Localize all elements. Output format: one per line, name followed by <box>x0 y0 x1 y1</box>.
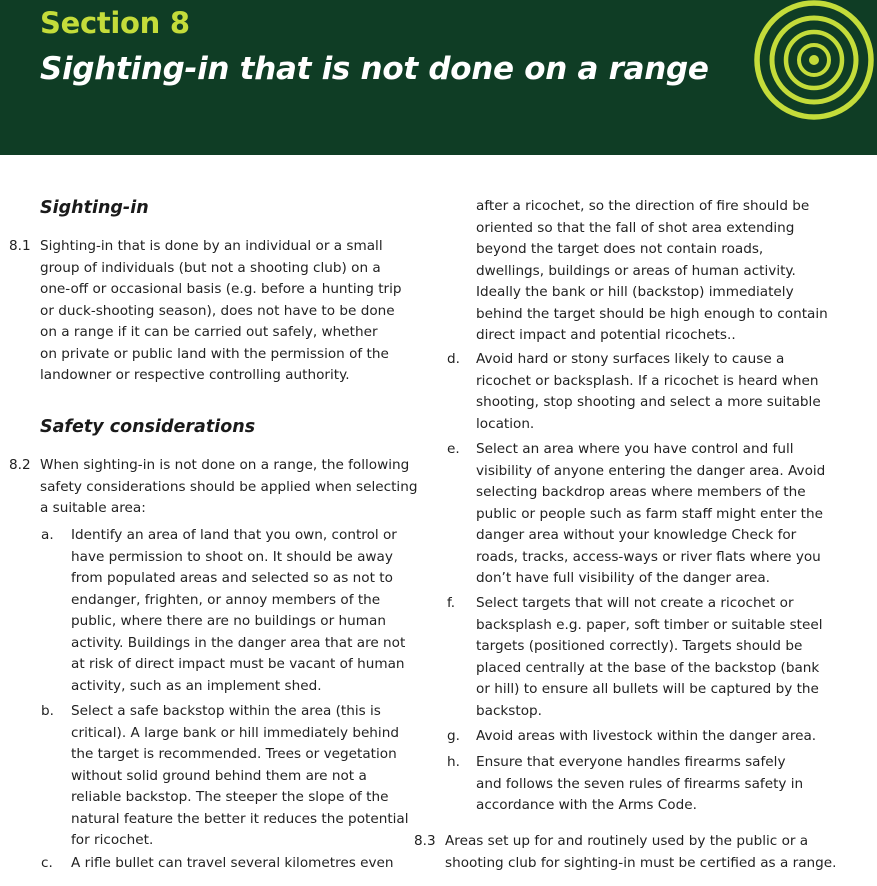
text-line: dwellings, buildings or areas of human activity. <box>476 262 796 279</box>
text-line: endanger, frighten, or annoy members of the <box>71 591 381 608</box>
text-line: Ensure that everyone handles firearms safely <box>476 754 786 770</box>
text-line: activity, such as an implement shed. <box>71 677 322 694</box>
list-label-h: h. <box>447 754 460 770</box>
text-line: shooting club for sighting-in must be certified as a range. <box>445 854 837 871</box>
heading-safety-considerations: Safety considerations <box>40 417 256 437</box>
list-label-e: e. <box>447 441 460 457</box>
text-line: Avoid hard or stony surfaces likely to cause a <box>476 351 785 367</box>
text-line: Select targets that will not create a ricochet or <box>476 595 794 611</box>
text-line: selecting backdrop areas where members of the <box>476 484 806 500</box>
text-line: on private or public land with the permission of the <box>40 345 389 362</box>
text-line: Select an area where you have control and full <box>476 441 794 457</box>
text-line: natural feature the better it reduces the potential <box>71 810 409 827</box>
list-item-c-continued <box>476 196 828 347</box>
text-line: location. <box>476 415 535 432</box>
paragraph-number-8-3: 8.3 <box>414 833 436 849</box>
text-line: without solid ground behind them are not a <box>71 767 367 784</box>
text-line: after a ricochet, so the direction of fire should be <box>476 198 810 214</box>
text-line: on a range if it can be carried out safely, whether <box>40 324 378 340</box>
text-line: Ideally the bank or hill (backstop) immediately <box>476 284 794 300</box>
text-line: and follows the seven rules of firearms safety in <box>476 775 804 792</box>
text-line: beyond the target does not contain roads, <box>476 241 764 257</box>
paragraph-8-3 <box>445 831 836 874</box>
text-line: accordance with the Arms Code. <box>476 797 697 813</box>
text-line: reliable backstop. The steeper the slope of the <box>71 789 389 805</box>
text-line: for ricochet. <box>71 832 154 848</box>
text-line: ricochet or backsplash. If a ricochet is heard when <box>476 372 819 389</box>
text-line: a suitable area: <box>40 500 146 516</box>
list-label-f: f. <box>447 595 456 611</box>
list-item-a <box>71 525 405 697</box>
text-line: the target is recommended. Trees or vegetation <box>71 746 397 762</box>
heading-sighting-in: Sighting-in <box>40 198 149 218</box>
page-title: Sighting-in that is not done on a range <box>40 51 709 87</box>
text-line: A rifle bullet can travel several kilometres even <box>71 855 394 871</box>
list-item-b <box>71 701 409 852</box>
list-label-a: a. <box>41 527 54 543</box>
text-line: targets (positioned correctly). Targets should be <box>476 638 803 654</box>
text-line: shooting, stop shooting and select a more suitable <box>476 394 821 410</box>
text-line: oriented so that the fall of shot area extending <box>476 219 795 236</box>
text-line: roads, tracks, access-ways or river flats where you <box>476 548 821 565</box>
list-item-h <box>476 752 803 817</box>
text-line: placed centrally at the base of the backstop (bank <box>476 659 820 676</box>
text-line: public, where there are no buildings or human <box>71 613 386 629</box>
list-item-d <box>476 349 821 435</box>
text-line: landowner or respective controlling authority. <box>40 367 350 383</box>
text-line: Select a safe backstop within the area (this is <box>71 703 381 719</box>
text-line: or hill) to ensure all bullets will be captured by the <box>476 681 819 697</box>
list-label-c: c. <box>41 855 53 871</box>
list-item-g <box>476 726 816 748</box>
text-line: Sighting-in that is done by an individual or a small <box>40 238 383 254</box>
text-line: at risk of direct impact must be vacant of human <box>71 656 405 672</box>
list-label-g: g. <box>447 728 460 744</box>
text-line: behind the target should be high enough to contain <box>476 305 828 322</box>
text-line: direct impact and potential ricochets.. <box>476 327 736 343</box>
text-line: Areas set up for and routinely used by the public or a <box>445 833 809 849</box>
text-line: don’t have full visibility of the danger area. <box>476 570 770 586</box>
text-line: Avoid areas with livestock within the danger area. <box>476 728 817 744</box>
text-line: public or people such as farm staff might enter the <box>476 505 823 522</box>
text-line: or duck-shooting season), does not have to be done <box>40 302 395 319</box>
text-line: one-off or occasional basis (e.g. before a hunting trip <box>40 281 402 297</box>
list-item-c <box>71 853 394 875</box>
text-line: backsplash e.g. paper, soft timber or suitable steel <box>476 616 823 633</box>
text-line: have permission to shoot on. It should be away <box>71 548 393 565</box>
text-line: visibility of anyone entering the danger area. Avoid <box>476 462 826 479</box>
text-line: from populated areas and selected so as not to <box>71 570 393 586</box>
text-line: backstop. <box>476 702 542 719</box>
paragraph-8-2 <box>40 455 417 520</box>
section-number: Section 8 <box>40 6 190 40</box>
text-line: safety considerations should be applied when selecting <box>40 478 418 495</box>
text-line: danger area without your knowledge Check for <box>476 527 797 543</box>
list-item-e <box>476 439 825 590</box>
text-line: critical). A large bank or hill immediately behind <box>71 724 399 741</box>
text-line: group of individuals (but not a shooting club) on a <box>40 259 381 276</box>
paragraph-number-8-2: 8.2 <box>9 457 31 473</box>
paragraph-number-8-1: 8.1 <box>9 238 31 254</box>
list-label-b: b. <box>41 703 54 719</box>
text-line: activity. Buildings in the danger area that are not <box>71 634 406 651</box>
text-line: When sighting-in is not done on a range, the following <box>40 457 410 473</box>
text-line: Identify an area of land that you own, control or <box>71 527 397 543</box>
paragraph-8-1 <box>40 236 402 387</box>
list-label-d: d. <box>447 351 460 367</box>
list-item-f <box>476 593 823 722</box>
